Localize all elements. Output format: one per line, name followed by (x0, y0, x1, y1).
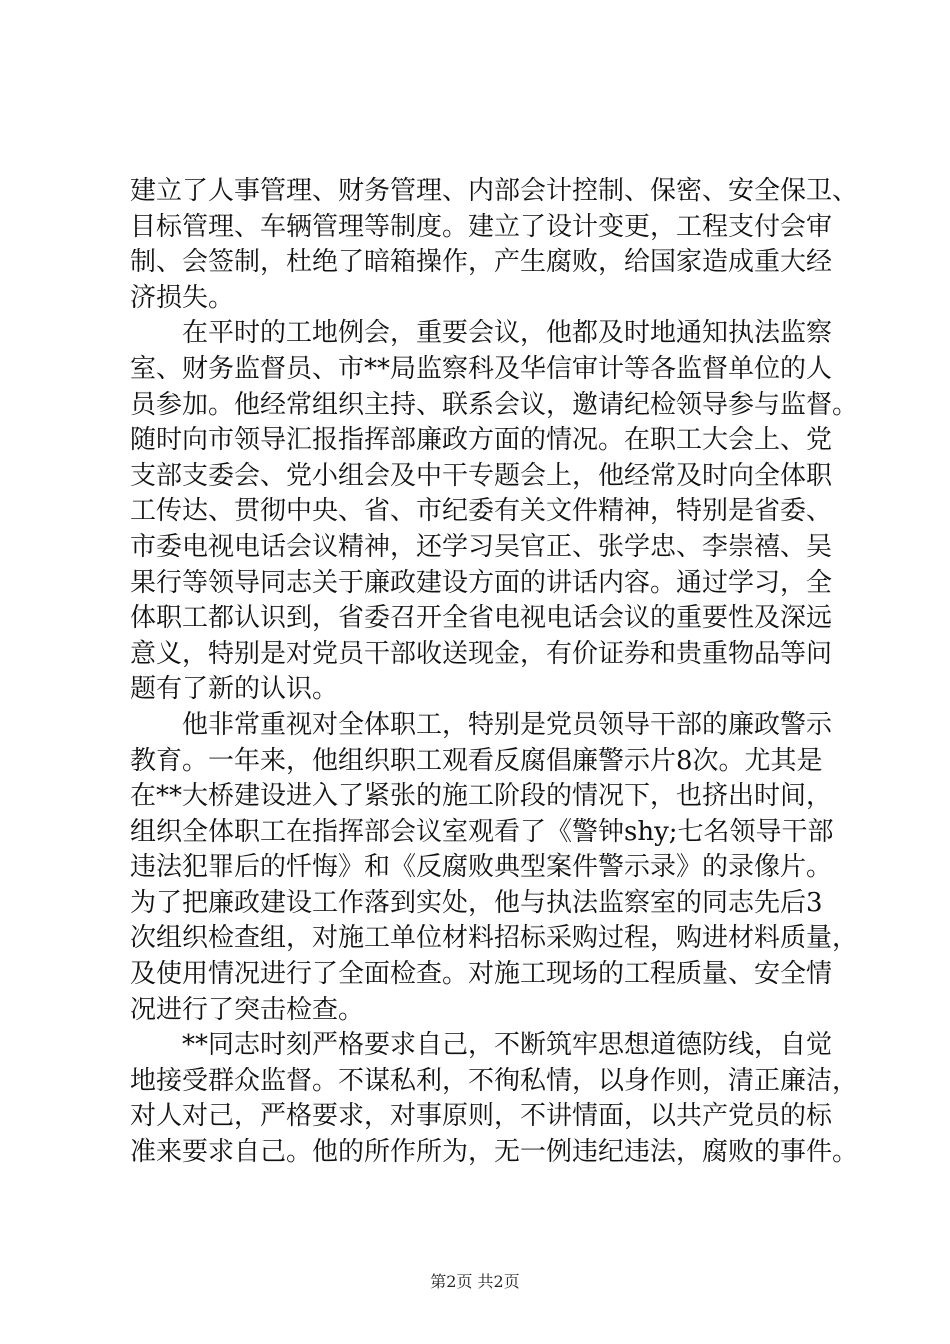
text-line: 及使用情况进行了全面检查。对施工现场的工程质量、安全情 (130, 959, 833, 990)
text-line: 目标管理、车辆管理等制度。建立了设计变更，工程支付会审 (130, 211, 833, 242)
text-line: 地接受群众监督。不谋私利，不徇私情，以身作则，清正廉洁， (130, 1065, 859, 1096)
page-number: 第2页 共2页 (430, 1272, 520, 1291)
paragraph-3 (130, 708, 859, 1028)
text-line: 次组织检查组，对施工单位材料招标采购过程，购进材料质量， (130, 923, 859, 954)
text-line: 市委电视电话会议精神，还学习吴官正、张学忠、李崇禧、吴 (130, 531, 833, 562)
text-line: 他非常重视对全体职工，特别是党员领导干部的廉政警示 (182, 709, 833, 740)
paragraph-4 (130, 1028, 859, 1170)
text-line: 对人对己，严格要求，对事原则，不讲情面，以共产党员的标 (130, 1101, 833, 1132)
page-footer (0, 1272, 950, 1292)
text-line: 随时向市领导汇报指挥部廉政方面的情况。在职工大会上、党 (130, 425, 833, 456)
text-line: 准来要求自己。他的所作所为，无一例违纪违法，腐败的事件。 (130, 1137, 859, 1168)
text-line: 工传达、贯彻中央、省、市纪委有关文件精神，特别是省委、 (130, 496, 833, 527)
text-line: **同志时刻严格要求自己，不断筑牢思想道德防线，自觉 (182, 1030, 833, 1061)
text-line: 为了把廉政建设工作落到实处，他与执法监察室的同志先后3 (130, 887, 823, 918)
text-line: 制、会签制，杜绝了暗箱操作，产生腐败，给国家造成重大经 (130, 247, 833, 278)
text-line: 在平时的工地例会，重要会议，他都及时地通知执法监察 (182, 318, 833, 349)
text-line: 建立了人事管理、财务管理、内部会计控制、保密、安全保卫、 (130, 176, 859, 206)
text-line: 意义，特别是对党员干部收送现金，有价证券和贵重物品等问 (130, 638, 833, 669)
text-line: 况进行了突击检查。 (130, 994, 365, 1025)
paragraph-1 (130, 174, 859, 316)
text-line: 室、财务监督员、市**局监察科及华信审计等各监督单位的人 (130, 353, 833, 384)
text-line: 员参加。他经常组织主持、联系会议，邀请纪检领导参与监督。 (130, 389, 859, 420)
document-body (130, 174, 859, 1171)
text-line: 支部支委会、党小组会及中干专题会上，他经常及时向全体职 (130, 460, 833, 491)
paragraph-2 (130, 316, 859, 708)
text-line: 果行等领导同志关于廉政建设方面的讲话内容。通过学习，全 (130, 567, 833, 598)
text-line: 组织全体职工在指挥部会议室观看了《警钟shy;七名领导干部 (130, 816, 834, 847)
text-line: 在**大桥建设进入了紧张的施工阶段的情况下，也挤出时间， (130, 781, 833, 812)
text-line: 体职工都认识到，省委召开全省电视电话会议的重要性及深远 (130, 603, 833, 634)
text-line: 济损失。 (130, 282, 235, 313)
text-line: 题有了新的认识。 (130, 674, 339, 705)
text-line: 违法犯罪后的忏悔》和《反腐败典型案件警示录》的录像片。 (130, 852, 833, 883)
text-line: 教育。一年来，他组织职工观看反腐倡廉警示片8次。尤其是 (130, 745, 823, 776)
